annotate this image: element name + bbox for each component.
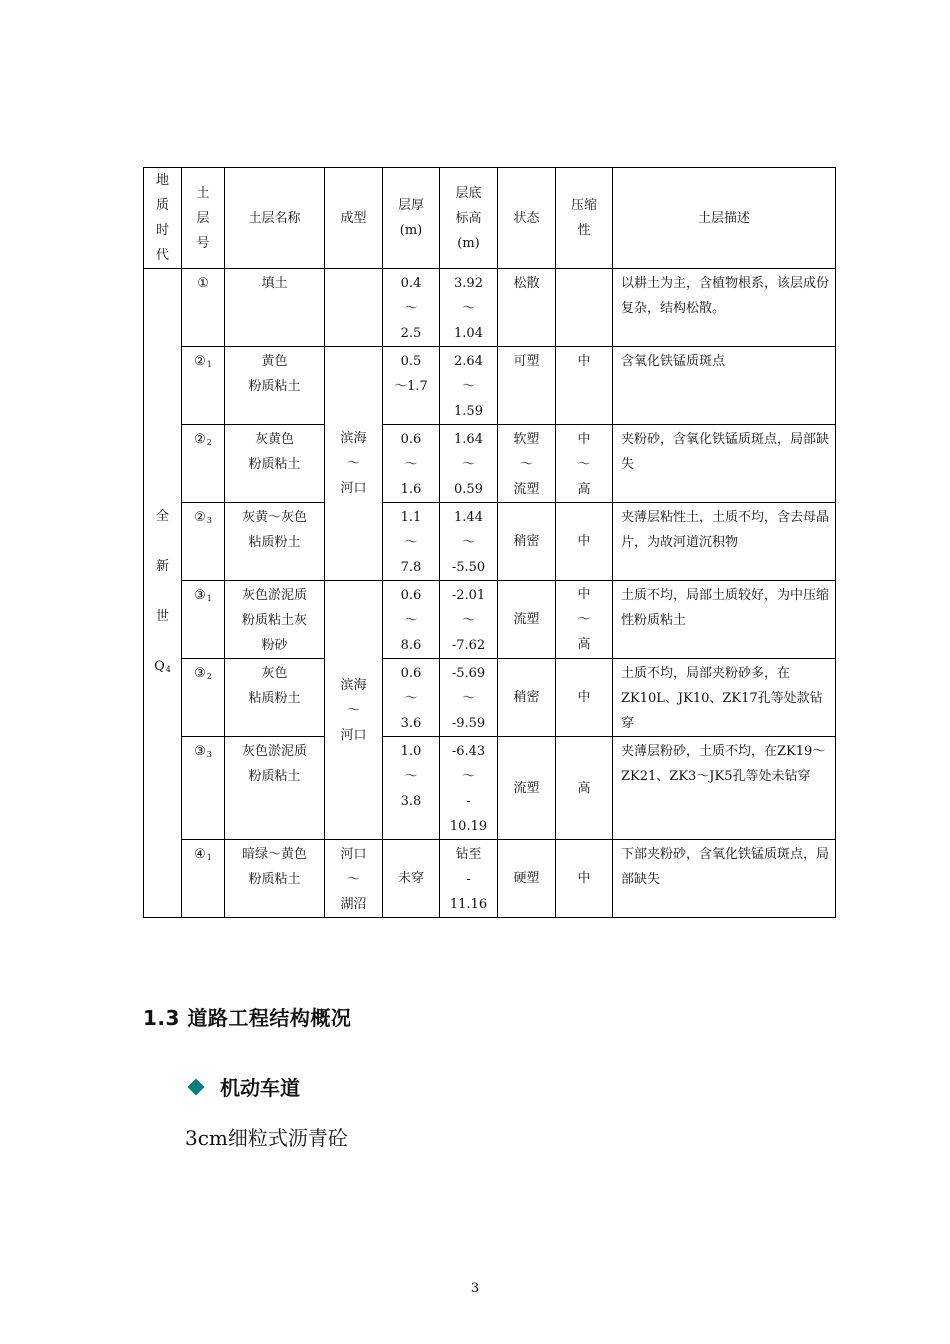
table-row bbox=[144, 737, 836, 840]
body-text: 3cm细粒式沥青砼 bbox=[185, 1126, 348, 1150]
layer-name: 灰色淤泥质 粉质粘土 bbox=[225, 737, 325, 840]
layer-name: 灰黄色 粉质粘土 bbox=[225, 425, 325, 503]
description-cell: 夹薄层粘性土，土质不均，含去母晶片，为故河道沉积物 bbox=[613, 503, 836, 581]
layer-number: $③_1$ bbox=[182, 581, 225, 659]
thickness-cell: 0.5 ～1.7 bbox=[383, 347, 440, 425]
thickness-cell: 0.4 ～ 2.5 bbox=[383, 269, 440, 347]
elevation-cell: 2.64 ～ 1.59 bbox=[440, 347, 498, 425]
elevation-cell: 1.64 ～ 0.59 bbox=[440, 425, 498, 503]
compressibility-cell: 中 ～ 高 bbox=[556, 425, 613, 503]
layer-name: 灰黄～灰色 粘质粉土 bbox=[225, 503, 325, 581]
era-cell: 全 新 世 $Q_4$ bbox=[144, 269, 182, 918]
header-bottom-elevation: 层底 标高 (m) bbox=[440, 168, 498, 269]
layer-number: $③_2$ bbox=[182, 659, 225, 737]
header-state: 状态 bbox=[498, 168, 556, 269]
description-cell: 土质不均，局部夹粉砂多，在ZK10L、JK10、ZK17孔等处款钻穿 bbox=[613, 659, 836, 737]
table-row bbox=[144, 503, 836, 581]
origin-cell: 河口 ～ 湖沼 bbox=[325, 840, 383, 918]
table-header-row bbox=[144, 168, 836, 269]
state-cell: 稍密 bbox=[498, 659, 556, 737]
compressibility-cell: 中 bbox=[556, 659, 613, 737]
thickness-cell: 0.6 ～ 8.6 bbox=[383, 581, 440, 659]
description-cell: 土质不均，局部土质较好，为中压缩性粉质粘土 bbox=[613, 581, 836, 659]
elevation-cell: 1.44 ～ -5.50 bbox=[440, 503, 498, 581]
description-cell: 夹粉砂，含氧化铁锰质斑点，局部缺失 bbox=[613, 425, 836, 503]
elevation-cell: -5.69 ～ -9.59 bbox=[440, 659, 498, 737]
layer-name: 灰色淤泥质 粉质粘土灰 粉砂 bbox=[225, 581, 325, 659]
subheading bbox=[190, 1072, 300, 1101]
thickness-cell: 1.1 ～ 7.8 bbox=[383, 503, 440, 581]
elevation-cell: -6.43 ～ - 10.19 bbox=[440, 737, 498, 840]
table-row bbox=[144, 347, 836, 425]
origin-cell: 滨海 ～ 河口 bbox=[325, 347, 383, 581]
state-cell: 软塑 ～ 流塑 bbox=[498, 425, 556, 503]
layer-number: $②_2$ bbox=[182, 425, 225, 503]
header-compressibility: 压缩 性 bbox=[556, 168, 613, 269]
compressibility-cell: 高 bbox=[556, 737, 613, 840]
layer-number: $②_3$ bbox=[182, 503, 225, 581]
elevation-cell: 3.92 ～ 1.04 bbox=[440, 269, 498, 347]
subheading-text: 机动车道 bbox=[220, 1076, 300, 1100]
compressibility-cell: 中 bbox=[556, 347, 613, 425]
thickness-cell: 1.0 ～ 3.8 bbox=[383, 737, 440, 840]
thickness-cell: 0.6 ～ 3.6 bbox=[383, 659, 440, 737]
compressibility-cell bbox=[556, 269, 613, 347]
table-row bbox=[144, 425, 836, 503]
layer-number: $③_3$ bbox=[182, 737, 225, 840]
description-cell: 含氧化铁锰质斑点 bbox=[613, 347, 836, 425]
state-cell: 流塑 bbox=[498, 581, 556, 659]
header-description: 土层描述 bbox=[613, 168, 836, 269]
diamond-bullet-icon bbox=[188, 1078, 205, 1095]
elevation-cell: -2.01 ～ -7.62 bbox=[440, 581, 498, 659]
section-heading: 1.3 道路工程结构概况 bbox=[143, 1006, 352, 1030]
layer-number: $④_1$ bbox=[182, 840, 225, 918]
table-row bbox=[144, 581, 836, 659]
table-row bbox=[144, 840, 836, 918]
layer-name: 暗绿～黄色 粉质粘土 bbox=[225, 840, 325, 918]
compressibility-cell: 中 bbox=[556, 503, 613, 581]
header-era: 地 质 时 代 bbox=[144, 168, 182, 269]
thickness-cell: 0.6 ～ 1.6 bbox=[383, 425, 440, 503]
layer-name: 灰色 粘质粉土 bbox=[225, 659, 325, 737]
layer-name: 黄色 粉质粘土 bbox=[225, 347, 325, 425]
soil-layer-table bbox=[143, 167, 836, 918]
description-cell: 下部夹粉砂，含氧化铁锰质斑点，局部缺失 bbox=[613, 840, 836, 918]
layer-number: $②_1$ bbox=[182, 347, 225, 425]
elevation-cell: 钻至 - 11.16 bbox=[440, 840, 498, 918]
thickness-cell: 未穿 bbox=[383, 840, 440, 918]
layer-name: 填土 bbox=[225, 269, 325, 347]
table-row bbox=[144, 269, 836, 347]
header-thickness: 层厚 (m) bbox=[383, 168, 440, 269]
state-cell: 可塑 bbox=[498, 347, 556, 425]
page-number: 3 bbox=[470, 1281, 480, 1296]
layer-number: ① bbox=[182, 269, 225, 347]
origin-cell: 滨海 ～ 河口 bbox=[325, 581, 383, 840]
table-row bbox=[144, 659, 836, 737]
compressibility-cell: 中 ～ 高 bbox=[556, 581, 613, 659]
header-name: 土层名称 bbox=[225, 168, 325, 269]
description-cell: 以耕土为主，含植物根系，该层成份复杂，结构松散。 bbox=[613, 269, 836, 347]
state-cell: 硬塑 bbox=[498, 840, 556, 918]
state-cell: 松散 bbox=[498, 269, 556, 347]
header-origin: 成型 bbox=[325, 168, 383, 269]
header-layer-no: 土 层 号 bbox=[182, 168, 225, 269]
origin-cell bbox=[325, 269, 383, 347]
description-cell: 夹薄层粉砂，土质不均，在ZK19～ZK21、ZK3～JK5孔等处未钻穿 bbox=[613, 737, 836, 840]
state-cell: 稍密 bbox=[498, 503, 556, 581]
state-cell: 流塑 bbox=[498, 737, 556, 840]
compressibility-cell: 中 bbox=[556, 840, 613, 918]
